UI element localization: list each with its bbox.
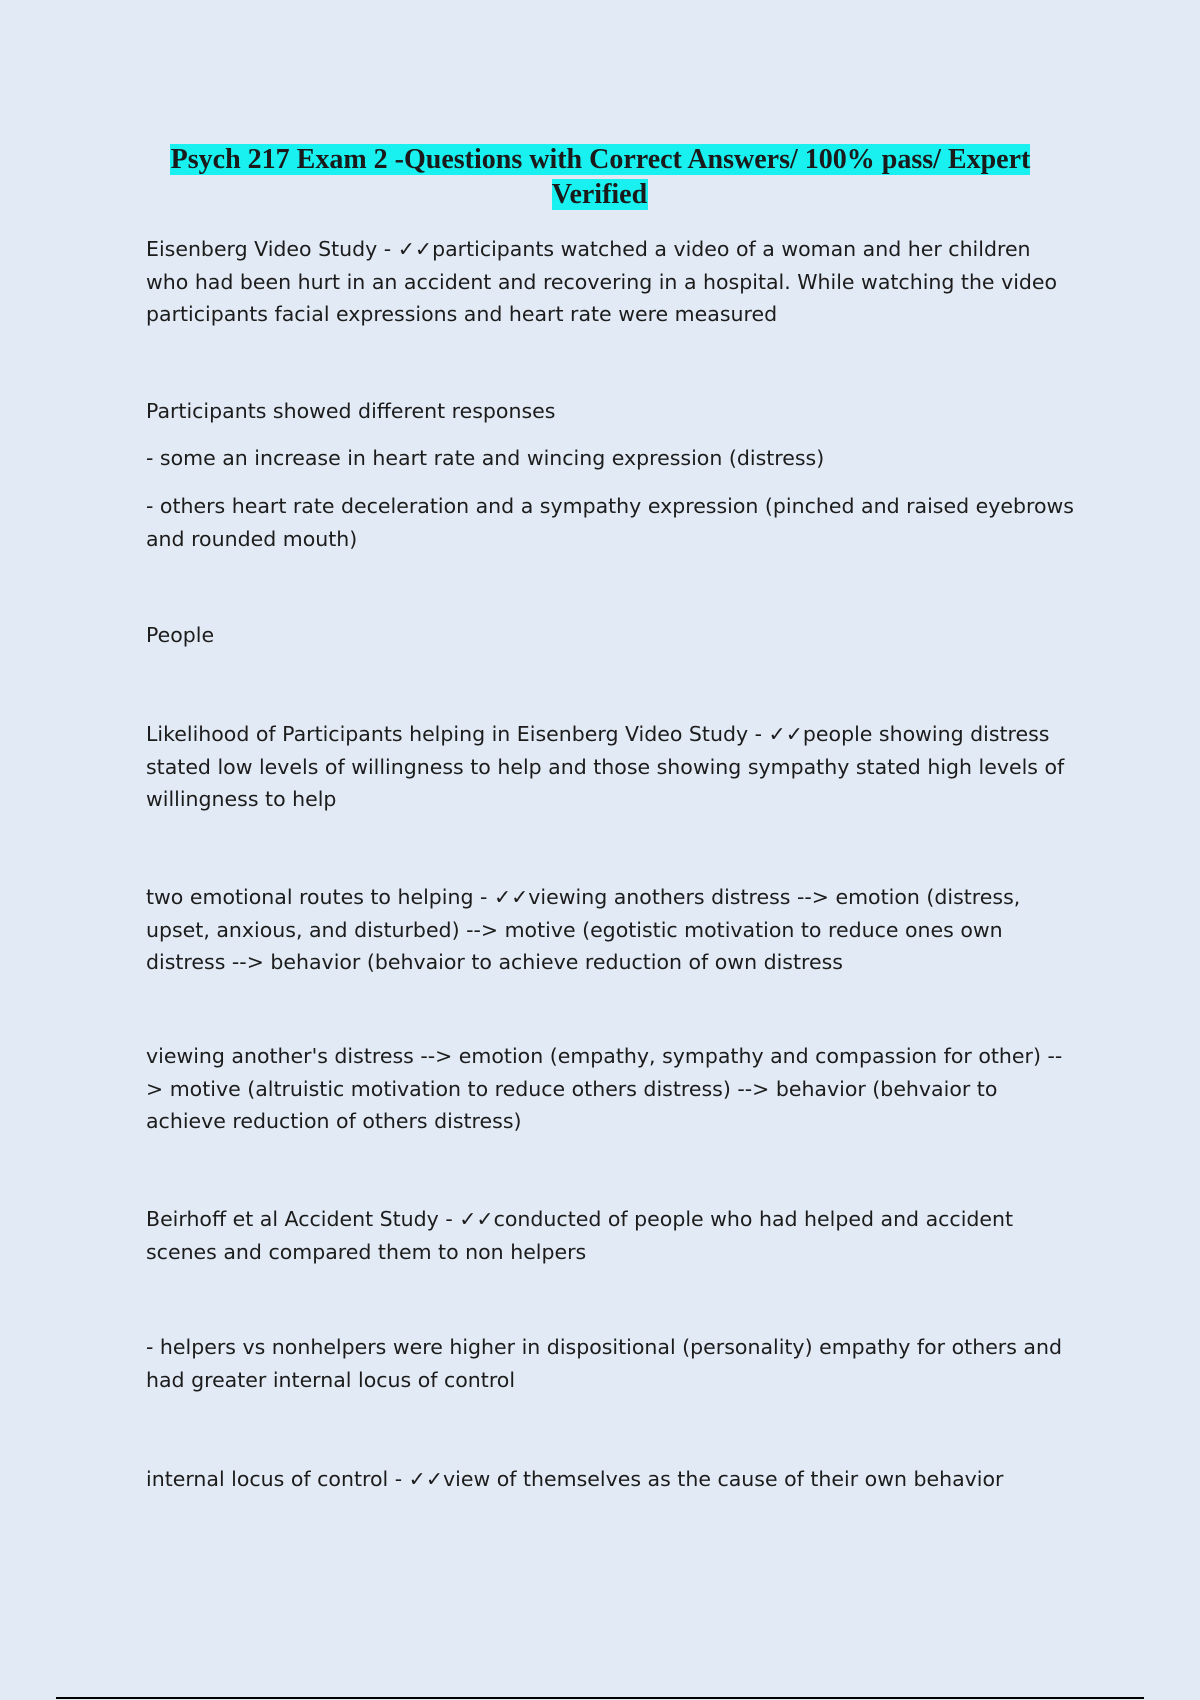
entry-distress-response (146, 442, 1076, 475)
entry-term: Beirhoff et al Accident Study - (146, 1207, 460, 1231)
check-icon: ✓✓ (408, 1467, 443, 1491)
footer-divider (56, 1697, 1144, 1699)
entry-term: internal locus of control - (146, 1467, 409, 1491)
entry-internal-locus-of-control (146, 1463, 1076, 1496)
entry-text: People (146, 623, 215, 647)
document-title (146, 142, 1054, 212)
entry-empathy-route (146, 1040, 1076, 1138)
entry-answer: viewing anothers distress --> emotion (distress, upset, anxious, and disturbed) --> motive (egotistic motivation to reduce ones own distress --> behavior (behvaior to achieve reduction of own distress (146, 885, 1021, 974)
check-icon: ✓✓ (768, 722, 803, 746)
entry-helpers-vs-nonhelpers (146, 1331, 1076, 1396)
entry-likelihood-helping (146, 718, 1076, 816)
entry-answer: people showing distress stated low levels of willingness to help and those showing sympathy stated high levels of willingness to help (146, 722, 1065, 811)
entry-term: Likelihood of Participants helping in Eisenberg Video Study - (146, 722, 769, 746)
entry-text: - helpers vs nonhelpers were higher in dispositional (personality) empathy for others and had greater internal locus of control (146, 1335, 1062, 1392)
check-icon: ✓✓ (493, 885, 529, 909)
entry-answer: participants watched a video of a woman and her children who had been hurt in an accident and recovering in a hospital. While watching the video participants facial expressions and heart rate were measured (146, 237, 1058, 326)
check-icon: ✓✓ (397, 237, 433, 261)
entry-text: - some an increase in heart rate and wincing expression (distress) (146, 446, 825, 470)
entry-text: - others heart rate deceleration and a sympathy expression (pinched and raised eyebrows and rounded mouth) (146, 494, 1074, 551)
entry-sympathy-response (146, 490, 1076, 555)
entry-beirhoff-accident-study (146, 1203, 1076, 1268)
entry-text: Participants showed different responses (146, 399, 556, 423)
entry-responses-intro (146, 395, 1076, 428)
entry-people (146, 619, 1076, 652)
entry-term: Eisenberg Video Study - (146, 237, 398, 261)
entry-answer: conducted of people who had helped and accident scenes and compared them to non helpers (146, 1207, 1014, 1264)
entry-text: viewing another's distress --> emotion (empathy, sympathy and compassion for other) --> motive (altruistic motivation to reduce others distress) --> behavior (behvaior to achieve reduction of others distress) (146, 1044, 1063, 1133)
entry-eisenberg-video-study (146, 233, 1076, 331)
title-highlight: Psych 217 Exam 2 -Questions with Correct Answers/ 100% pass/ Expert Verified (170, 144, 1031, 210)
entry-answer: view of themselves as the cause of their own behavior (443, 1467, 1004, 1491)
entry-two-emotional-routes (146, 881, 1076, 979)
entry-term: two emotional routes to helping - (146, 885, 494, 909)
check-icon: ✓✓ (459, 1207, 494, 1231)
